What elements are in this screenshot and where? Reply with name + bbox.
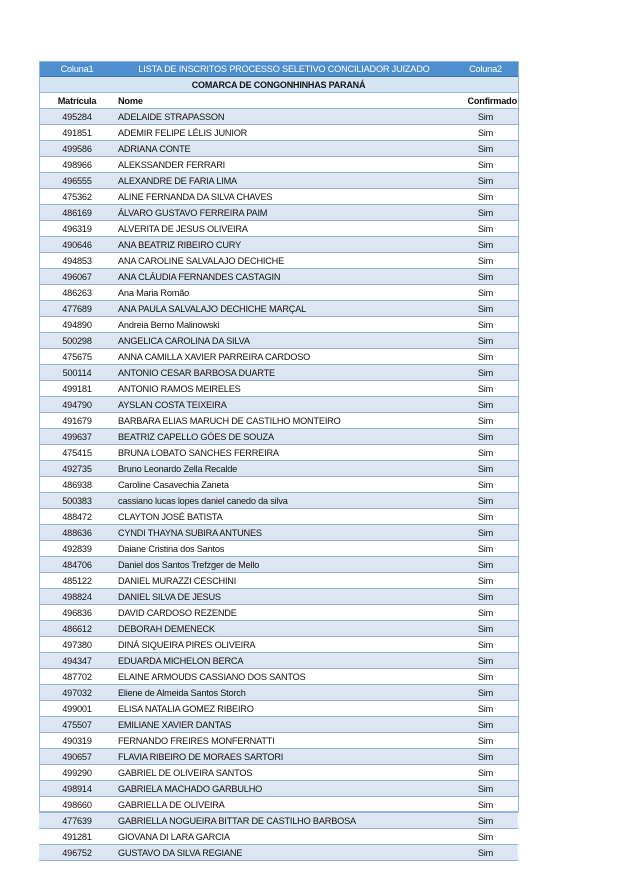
nome-cell: CYNDI THAYNA SUBIRA ANTUNES: [115, 525, 453, 541]
table-row: [39, 749, 518, 765]
table-row: [39, 717, 518, 733]
matricula-cell: 497380: [39, 637, 115, 653]
confirmado-cell: Sim: [453, 237, 518, 253]
nome-cell: ELISA NATALIA GOMEZ RIBEIRO: [115, 701, 453, 717]
table-row: [39, 701, 518, 717]
confirmado-cell: Sim: [453, 749, 518, 765]
column-header-matricula: Matrícula: [39, 93, 115, 109]
header-coluna1: Coluna1: [39, 61, 115, 77]
matricula-cell: 491851: [39, 125, 115, 141]
confirmado-cell: Sim: [453, 493, 518, 509]
matricula-cell: 494853: [39, 253, 115, 269]
table-row: [39, 157, 518, 173]
nome-cell: DINÁ SIQUEIRA PIRES OLIVEIRA: [115, 637, 453, 653]
confirmado-cell: Sim: [453, 157, 518, 173]
confirmado-cell: Sim: [453, 189, 518, 205]
confirmado-cell: Sim: [453, 557, 518, 573]
table-row: [39, 189, 518, 205]
confirmado-cell: Sim: [453, 365, 518, 381]
table-row: [39, 461, 518, 477]
matricula-cell: 492839: [39, 541, 115, 557]
nome-cell: ANNA CAMILLA XAVIER PARREIRA CARDOSO: [115, 349, 453, 365]
nome-cell: ANTONIO CESAR BARBOSA DUARTE: [115, 365, 453, 381]
table-row: [39, 829, 518, 845]
nome-cell: Eliene de Almeida Santos Storch: [115, 685, 453, 701]
nome-cell: Andreia Berno Malinowski: [115, 317, 453, 333]
matricula-cell: 496836: [39, 605, 115, 621]
nome-cell: Caroline Casavechia Zaneta: [115, 477, 453, 493]
table-row: [39, 301, 518, 317]
confirmado-cell: Sim: [453, 669, 518, 685]
confirmado-cell: Sim: [453, 797, 518, 813]
table-row: [39, 125, 518, 141]
nome-cell: FERNANDO FREIRES MONFERNATTI: [115, 733, 453, 749]
nome-cell: ALEXANDRE DE FARIA LIMA: [115, 173, 453, 189]
matricula-cell: 496752: [39, 845, 115, 861]
confirmado-cell: Sim: [453, 205, 518, 221]
confirmado-cell: Sim: [453, 445, 518, 461]
confirmado-cell: Sim: [453, 653, 518, 669]
matricula-cell: 494890: [39, 317, 115, 333]
nome-cell: Ana Maria Romão: [115, 285, 453, 301]
nome-cell: GUSTAVO DA SILVA REGIANE: [115, 845, 453, 861]
matricula-cell: 477689: [39, 301, 115, 317]
column-header-confirmado: Confirmado: [453, 93, 518, 109]
matricula-cell: 500114: [39, 365, 115, 381]
comarca-row: [39, 77, 518, 93]
nome-cell: ALVERITA DE JESUS OLIVEIRA: [115, 221, 453, 237]
nome-cell: ANA CAROLINE SALVALAJO DECHICHE: [115, 253, 453, 269]
confirmado-cell: Sim: [453, 525, 518, 541]
matricula-cell: 498824: [39, 589, 115, 605]
nome-cell: Bruno Leonardo Zella Recalde: [115, 461, 453, 477]
matricula-cell: 491679: [39, 413, 115, 429]
confirmado-cell: Sim: [453, 301, 518, 317]
matricula-cell: 499290: [39, 765, 115, 781]
matricula-cell: 500298: [39, 333, 115, 349]
confirmado-cell: Sim: [453, 605, 518, 621]
confirmado-cell: Sim: [453, 541, 518, 557]
nome-cell: CLAYTON JOSÉ BATISTA: [115, 509, 453, 525]
confirmado-cell: Sim: [453, 109, 518, 125]
matricula-cell: 484706: [39, 557, 115, 573]
table-row: [39, 477, 518, 493]
matricula-cell: 485122: [39, 573, 115, 589]
table-row: [39, 541, 518, 557]
table-row: [39, 797, 518, 813]
confirmado-cell: Sim: [453, 845, 518, 861]
nome-cell: DAVID CARDOSO REZENDE: [115, 605, 453, 621]
table-row: [39, 317, 518, 333]
confirmado-cell: Sim: [453, 573, 518, 589]
table-row: [39, 413, 518, 429]
matricula-cell: 490646: [39, 237, 115, 253]
table-row: [39, 285, 518, 301]
confirmado-cell: Sim: [453, 509, 518, 525]
matricula-cell: 486938: [39, 477, 115, 493]
confirmado-cell: Sim: [453, 317, 518, 333]
matricula-cell: 499637: [39, 429, 115, 445]
table-row: [39, 349, 518, 365]
nome-cell: ANGELICA CAROLINA DA SILVA: [115, 333, 453, 349]
confirmado-cell: Sim: [453, 333, 518, 349]
nome-cell: GABRIELLA NOGUEIRA BITTAR DE CASTILHO BARBOSA: [115, 813, 453, 829]
nome-cell: GABRIEL DE OLIVEIRA SANTOS: [115, 765, 453, 781]
confirmado-cell: Sim: [453, 717, 518, 733]
column-header-nome: Nome: [115, 93, 453, 109]
matricula-cell: 486612: [39, 621, 115, 637]
nome-cell: Daiane Cristina dos Santos: [115, 541, 453, 557]
table-row: [39, 781, 518, 797]
header-coluna2: Coluna2: [453, 61, 518, 77]
nome-cell: ADEMIR FELIPE LÉLIS JUNIOR: [115, 125, 453, 141]
table-body: [39, 61, 518, 861]
matricula-cell: 494347: [39, 653, 115, 669]
confirmado-cell: Sim: [453, 413, 518, 429]
matricula-cell: 486169: [39, 205, 115, 221]
matricula-cell: 496319: [39, 221, 115, 237]
nome-cell: ALEKSSANDER FERRARI: [115, 157, 453, 173]
table-row: [39, 845, 518, 861]
table-row: [39, 509, 518, 525]
table-row: [39, 557, 518, 573]
matricula-cell: 498966: [39, 157, 115, 173]
confirmado-cell: Sim: [453, 381, 518, 397]
matricula-cell: 498914: [39, 781, 115, 797]
confirmado-cell: Sim: [453, 733, 518, 749]
confirmado-cell: Sim: [453, 477, 518, 493]
matricula-cell: 475415: [39, 445, 115, 461]
nome-cell: ANA CLÁUDIA FERNANDES CASTAGIN: [115, 269, 453, 285]
nome-cell: AYSLAN COSTA TEIXEIRA: [115, 397, 453, 413]
matricula-cell: 490657: [39, 749, 115, 765]
confirmado-cell: Sim: [453, 701, 518, 717]
matricula-cell: 475675: [39, 349, 115, 365]
matricula-cell: 477639: [39, 813, 115, 829]
nome-cell: DANIEL MURAZZI CESCHINI: [115, 573, 453, 589]
table-row: [39, 765, 518, 781]
matricula-cell: 499586: [39, 141, 115, 157]
confirmado-cell: Sim: [453, 397, 518, 413]
confirmado-cell: Sim: [453, 269, 518, 285]
matricula-cell: 495284: [39, 109, 115, 125]
confirmado-cell: Sim: [453, 461, 518, 477]
matricula-cell: 488472: [39, 509, 115, 525]
confirmado-cell: Sim: [453, 349, 518, 365]
matricula-cell: 492735: [39, 461, 115, 477]
matricula-cell: 500383: [39, 493, 115, 509]
table-row: [39, 333, 518, 349]
nome-cell: GIOVANA DI LARA GARCIA: [115, 829, 453, 845]
matricula-cell: 487702: [39, 669, 115, 685]
matricula-cell: 494790: [39, 397, 115, 413]
table-row: [39, 637, 518, 653]
nome-cell: BEATRIZ CAPELLO GÓES DE SOUZA: [115, 429, 453, 445]
column-headers-row: [39, 93, 518, 109]
confirmado-cell: Sim: [453, 173, 518, 189]
matricula-cell: 497032: [39, 685, 115, 701]
table-row: [39, 173, 518, 189]
table-row: [39, 253, 518, 269]
table-row: [39, 205, 518, 221]
table-header-row: [39, 61, 518, 77]
nome-cell: DEBORAH DEMENECK: [115, 621, 453, 637]
table-row: [39, 573, 518, 589]
confirmado-cell: Sim: [453, 765, 518, 781]
table-row: [39, 733, 518, 749]
table-row: [39, 589, 518, 605]
nome-cell: ELAINE ARMOUDS CASSIANO DOS SANTOS: [115, 669, 453, 685]
nome-cell: BRUNA LOBATO SANCHES FERREIRA: [115, 445, 453, 461]
nome-cell: ADRIANA CONTE: [115, 141, 453, 157]
nome-cell: ANTONIO RAMOS MEIRELES: [115, 381, 453, 397]
table-row: [39, 141, 518, 157]
matricula-cell: 499181: [39, 381, 115, 397]
comarca-title: COMARCA DE CONGONHINHAS PARANÁ: [39, 77, 518, 93]
matricula-cell: 475362: [39, 189, 115, 205]
matricula-cell: 496067: [39, 269, 115, 285]
nome-cell: ANA BEATRIZ RIBEIRO CURY: [115, 237, 453, 253]
nome-cell: GABRIELA MACHADO GARBULHO: [115, 781, 453, 797]
nome-cell: Daniel dos Santos Trefzger de Mello: [115, 557, 453, 573]
table-row: [39, 653, 518, 669]
matricula-cell: 490319: [39, 733, 115, 749]
confirmado-cell: Sim: [453, 221, 518, 237]
confirmado-cell: Sim: [453, 685, 518, 701]
table-row: [39, 269, 518, 285]
confirmado-cell: Sim: [453, 621, 518, 637]
nome-cell: BARBARA ELIAS MARUCH DE CASTILHO MONTEIRO: [115, 413, 453, 429]
nome-cell: EMILIANE XAVIER DANTAS: [115, 717, 453, 733]
matricula-cell: 498660: [39, 797, 115, 813]
table-row: [39, 237, 518, 253]
confirmado-cell: Sim: [453, 253, 518, 269]
nome-cell: DANIEL SILVA DE JESUS: [115, 589, 453, 605]
inscritos-table: [39, 61, 518, 861]
table-row: [39, 445, 518, 461]
inscritos-sheet: [39, 61, 518, 861]
nome-cell: ALINE FERNANDA DA SILVA CHAVES: [115, 189, 453, 205]
table-row: [39, 813, 518, 829]
confirmado-cell: Sim: [453, 813, 518, 829]
table-row: [39, 605, 518, 621]
table-row: [39, 525, 518, 541]
nome-cell: GABRIELLA DE OLIVEIRA: [115, 797, 453, 813]
table-row: [39, 365, 518, 381]
matricula-cell: 496555: [39, 173, 115, 189]
table-row: [39, 221, 518, 237]
table-row: [39, 621, 518, 637]
confirmado-cell: Sim: [453, 429, 518, 445]
matricula-cell: 475507: [39, 717, 115, 733]
matricula-cell: 486263: [39, 285, 115, 301]
table-row: [39, 397, 518, 413]
nome-cell: ADELAIDE STRAPASSON: [115, 109, 453, 125]
nome-cell: ANA PAULA SALVALAJO DECHICHE MARÇAL: [115, 301, 453, 317]
matricula-cell: 491281: [39, 829, 115, 845]
matricula-cell: 488636: [39, 525, 115, 541]
confirmado-cell: Sim: [453, 637, 518, 653]
table-row: [39, 381, 518, 397]
confirmado-cell: Sim: [453, 781, 518, 797]
confirmado-cell: Sim: [453, 285, 518, 301]
confirmado-cell: Sim: [453, 125, 518, 141]
confirmado-cell: Sim: [453, 589, 518, 605]
nome-cell: FLAVIA RIBEIRO DE MORAES SARTORI: [115, 749, 453, 765]
table-row: [39, 493, 518, 509]
confirmado-cell: Sim: [453, 829, 518, 845]
nome-cell: ÁLVARO GUSTAVO FERREIRA PAIM: [115, 205, 453, 221]
nome-cell: cassiano lucas lopes daniel canedo da silva: [115, 493, 453, 509]
table-row: [39, 109, 518, 125]
table-row: [39, 429, 518, 445]
table-row: [39, 669, 518, 685]
nome-cell: EDUARDA MICHELON BERCA: [115, 653, 453, 669]
table-row: [39, 685, 518, 701]
header-list-title: LISTA DE INSCRITOS PROCESSO SELETIVO CONCILIADOR JUIZADO: [115, 61, 453, 77]
matricula-cell: 499001: [39, 701, 115, 717]
confirmado-cell: Sim: [453, 141, 518, 157]
